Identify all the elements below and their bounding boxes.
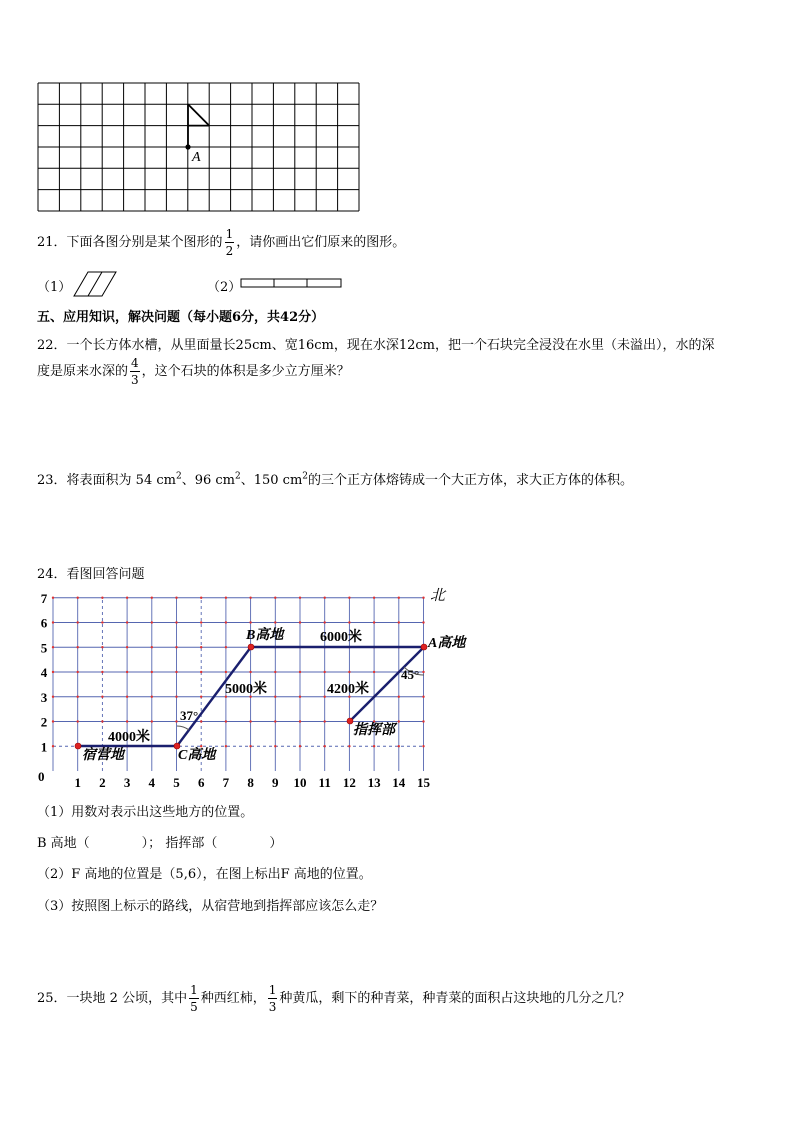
q24-sub3: （3）按照图上标示的路线，从宿营地到指挥部应该怎么走？ [37, 899, 384, 914]
map-grid-dot [151, 671, 153, 673]
map-grid-dot [200, 720, 202, 722]
q25-f2-den: 3 [268, 1000, 277, 1014]
map-grid-dot [126, 720, 128, 722]
q23-p2: 、96 cm [181, 473, 235, 488]
grid-lines [38, 83, 359, 211]
map-grid-dot [274, 696, 276, 698]
map-grid-dot [274, 621, 276, 623]
map-grid-dot [200, 671, 202, 673]
map-grid-dot [225, 597, 227, 599]
map-grid-dot [398, 745, 400, 747]
x-tick-label: 14 [392, 775, 406, 790]
x-tick-label: 10 [293, 775, 307, 790]
q24-sub1-answer: B 高地（ ）； 指挥部（ ） [37, 836, 283, 851]
q21-label-1: （1） [37, 280, 72, 295]
q23-p4: 的三个正方体熔铸成一个大正方体，求大正方体的体积。 [308, 473, 634, 488]
map-grid-dot [52, 597, 54, 599]
map-grid-dot [225, 745, 227, 747]
q25-fraction-2 [268, 984, 278, 1013]
x-tick-label: 8 [247, 775, 254, 790]
map-grid-dot [175, 646, 177, 648]
point-a-dot [185, 144, 190, 149]
map-grid-dot [422, 671, 424, 673]
q22-frac-num: 4 [131, 356, 139, 370]
label-angle-c: 37° [180, 708, 199, 723]
map-north-label: 北 [430, 588, 446, 604]
map-grid-dot [52, 720, 54, 722]
q22-line2-after: ，这个石块的体积是多少立方厘米？ [141, 364, 350, 379]
label-hq: 指挥部 [353, 723, 395, 738]
q22-fraction [130, 357, 140, 386]
label-dist-ba: 6000米 [320, 630, 362, 645]
q21-fraction [225, 228, 235, 257]
x-tick-label: 7 [222, 775, 230, 790]
y-tick-label: 6 [40, 615, 48, 631]
map-grid-dot [225, 621, 227, 623]
x-tick-label: 13 [367, 775, 381, 790]
y-tick-label: 2 [40, 714, 48, 730]
map-grid-dot [77, 597, 79, 599]
y-tick-label: 7 [40, 590, 48, 606]
q21-strip [240, 278, 344, 290]
x-tick-label: 1 [74, 775, 81, 790]
map-grid-dot [348, 745, 350, 747]
x-tick-label: 2 [99, 775, 106, 790]
label-dist-camp-c: 4000米 [108, 730, 150, 745]
q23-sup-2: 2 [235, 471, 241, 482]
label-dist-cb: 5000米 [225, 682, 267, 697]
q25-before: 25．一块地 2 公顷，其中 [37, 991, 188, 1006]
map-grid-dot [175, 621, 177, 623]
label-a: A高地 [428, 636, 466, 651]
map-grid-dot [324, 696, 326, 698]
y-tick-label: 1 [40, 739, 48, 755]
map-grid-dot [422, 745, 424, 747]
q23-sup-1: 2 [175, 471, 182, 482]
map-grid-dot [175, 671, 177, 673]
map-grid-dot [225, 671, 227, 673]
q23-p1: 23．将表面积为 54 cm [37, 473, 176, 488]
map-grid-dot [52, 696, 54, 698]
map-grid-dot [126, 597, 128, 599]
map-grid-dot [151, 646, 153, 648]
map-grid-dot [299, 671, 301, 673]
label-b: B高地 [246, 628, 284, 643]
map-grid-dot [249, 621, 251, 623]
a-dot [421, 644, 427, 650]
map-grid-dot [77, 720, 79, 722]
q21-label-2: （2） [207, 280, 242, 295]
map-grid-dot [200, 696, 202, 698]
map-grid-dot [126, 621, 128, 623]
q24-title: 24．看图回答问题 [37, 567, 145, 582]
map-grid-dot [324, 621, 326, 623]
q23-p3: 、150 cm [240, 473, 303, 488]
x-tick-label: 5 [173, 775, 180, 790]
map-grid-dot [200, 646, 202, 648]
map-grid-dot [77, 671, 79, 673]
map-grid-dot [274, 597, 276, 599]
map-grid-dot [348, 671, 350, 673]
x-tick-label: 9 [272, 775, 279, 790]
q21-text-after: ，请你画出它们原来的图形。 [236, 235, 406, 250]
map-grid-dot [151, 597, 153, 599]
map-grid-dot [101, 646, 103, 648]
map-grid-dot [373, 745, 375, 747]
map-grid-dot [398, 720, 400, 722]
map-grid-dot [52, 745, 54, 747]
map-grid-dot [373, 671, 375, 673]
map-grid-dot [151, 621, 153, 623]
map-grid-dot [151, 720, 153, 722]
map-grid-dot [299, 597, 301, 599]
map-grid-dot [126, 671, 128, 673]
q21-frac-den: 2 [225, 244, 234, 258]
map-grid-dot [126, 646, 128, 648]
map-grid-dot [101, 621, 103, 623]
grid-figure [37, 82, 361, 213]
camp-dot [75, 743, 81, 749]
q22-line1: 22．一个长方体水槽，从里面量长25cm、宽16cm，现在水深12cm，把一个石块完全浸没在水里（未溢出），水的深 [37, 338, 715, 353]
map-grid-dot [225, 720, 227, 722]
map-grid-dot [348, 621, 350, 623]
map-grid-dot [101, 696, 103, 698]
x-tick-label: 6 [197, 775, 205, 790]
map-grid-dot [299, 720, 301, 722]
map-grid-dot [200, 597, 202, 599]
q25-f2-num: 1 [268, 983, 277, 997]
map-grid-dot [398, 597, 400, 599]
angle-arc-c [177, 726, 189, 730]
map-grid-dot [324, 745, 326, 747]
q25-text [37, 984, 630, 1013]
x-tick-label: 15 [417, 775, 430, 790]
q21-number: 21． [37, 235, 67, 250]
map-grid-dot [398, 621, 400, 623]
label-camp: 宿营地 [82, 748, 124, 763]
label-c: C高地 [178, 748, 216, 763]
x-tick-label: 4 [148, 775, 156, 790]
map-grid-dot [77, 621, 79, 623]
map-grid-dot [422, 621, 424, 623]
q23-text [37, 469, 633, 488]
q22-frac-den: 3 [131, 373, 139, 387]
map-grid-dot [422, 720, 424, 722]
map-grid-dot [324, 597, 326, 599]
map-grid-dot [225, 646, 227, 648]
q22-line2-before: 度是原来水深的 [37, 364, 129, 379]
map-grid-dot [299, 621, 301, 623]
q22-line2 [37, 357, 350, 386]
map-grid-dot [299, 696, 301, 698]
map-grid-dot [101, 720, 103, 722]
map-grid-dot [249, 720, 251, 722]
map-grid-dot [101, 671, 103, 673]
map-grid-dot [101, 597, 103, 599]
map-grid-dot [299, 745, 301, 747]
map-grid-dot [77, 646, 79, 648]
map-grid-dot [422, 597, 424, 599]
y-tick-label: 3 [40, 689, 48, 705]
map-grid-dot [324, 720, 326, 722]
y-tick-label: 5 [40, 640, 48, 656]
map-grid-dot [324, 671, 326, 673]
q24-sub2: （2）F 高地的位置是（5,6），在图上标出F 高地的位置。 [37, 867, 372, 882]
y-tick-label: 4 [40, 665, 48, 680]
q23-sup-3: 2 [302, 471, 309, 482]
map-grid-dot [200, 621, 202, 623]
map-grid-dot [422, 696, 424, 698]
section5-title: 五、应用知识，解决问题（每小题6分，共42分） [37, 310, 325, 325]
label-angle-a: 45° [401, 667, 420, 682]
map-grid-dot [151, 696, 153, 698]
map-grid-dot [126, 696, 128, 698]
point-a-label: A [192, 150, 201, 165]
map-grid-dot [249, 671, 251, 673]
map-grid-dot [175, 696, 177, 698]
map-grid-dot [348, 597, 350, 599]
map-grid-dot [249, 597, 251, 599]
q21-text-before: 下面各图分别是某个图形的 [66, 235, 223, 250]
q25-mid: 种西红柿， [200, 991, 266, 1006]
coordinate-map [0, 580, 480, 792]
map-grid-dot [373, 597, 375, 599]
q25-f1-num: 1 [190, 983, 198, 997]
map-grid-dot [175, 597, 177, 599]
x-tick-label: 12 [342, 775, 356, 790]
q25-after: 种黄瓜，剩下的种青菜，种青菜的面积占这块地的几分之几？ [279, 991, 631, 1006]
half-triangle-shape [188, 104, 209, 147]
map-grid-dot [249, 745, 251, 747]
q24-sub1: （1）用数对表示出这些地方的位置。 [37, 805, 254, 820]
map-grid-dot [274, 745, 276, 747]
q21-parallelogram [72, 270, 118, 298]
q21-frac-num: 1 [225, 227, 234, 241]
map-grid-dot [274, 720, 276, 722]
map-grid-dot [52, 671, 54, 673]
map-grid-dot [274, 671, 276, 673]
map-grid-dot [398, 696, 400, 698]
map-grid-dot [52, 621, 54, 623]
b-dot [248, 644, 254, 650]
map-grid-dot [77, 696, 79, 698]
q25-fraction-1 [189, 984, 199, 1013]
q25-f1-den: 5 [190, 1000, 198, 1014]
map-grid-dot [175, 720, 177, 722]
x-tick-label: 11 [318, 775, 331, 790]
map-grid-dot [373, 621, 375, 623]
label-dist-ahq: 4200米 [327, 682, 369, 697]
q21-text [37, 228, 405, 257]
map-grid-dot [52, 646, 54, 648]
x-tick-label: 3 [123, 775, 131, 790]
map-origin-label: 0 [38, 769, 45, 784]
